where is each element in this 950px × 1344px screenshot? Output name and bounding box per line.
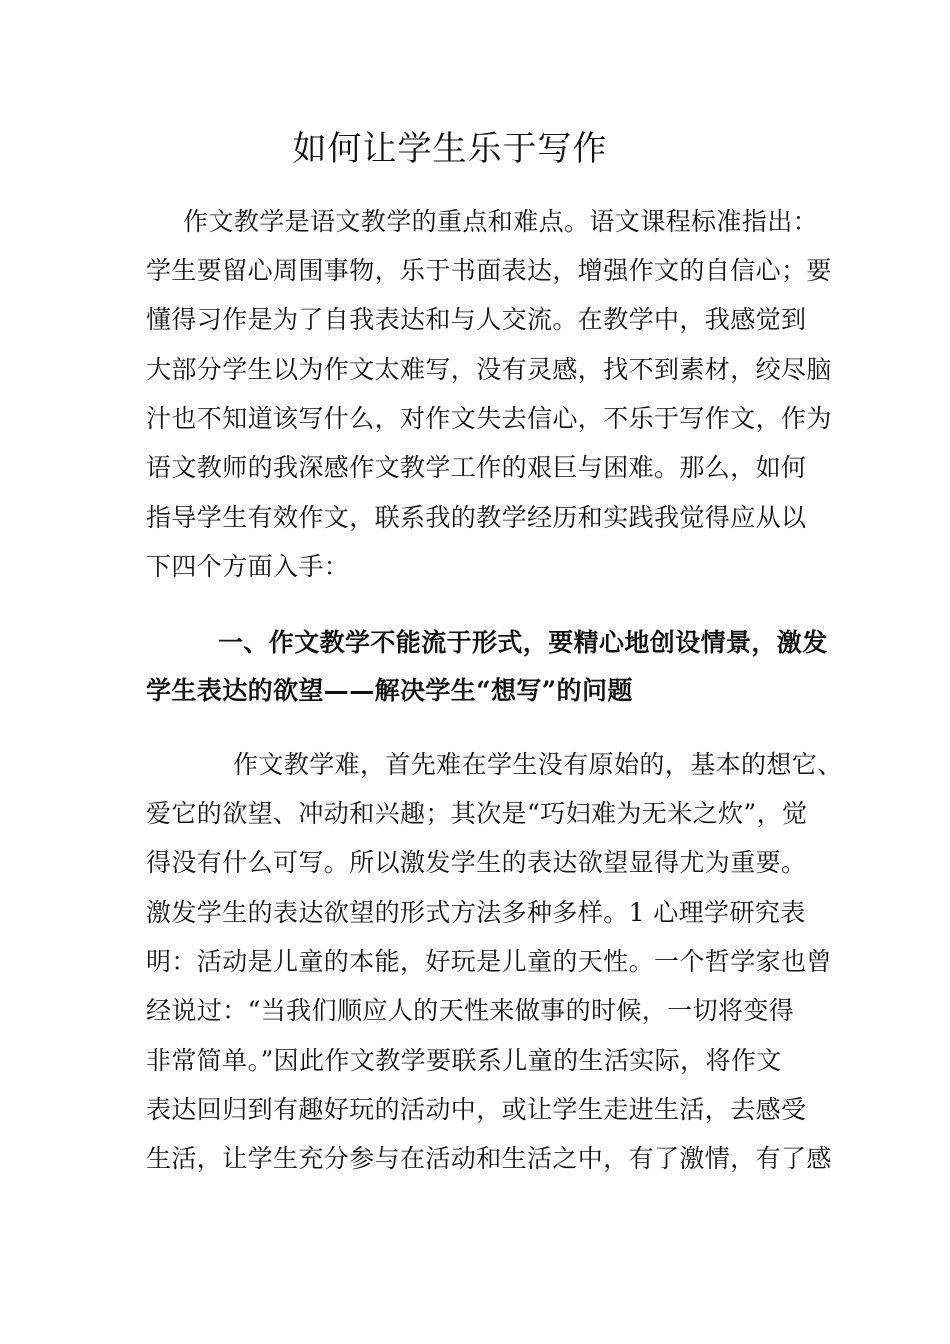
body-line: 爱它的欲望、冲动和兴趣；其次是“巧妇难为无米之炊”，觉: [146, 799, 808, 828]
body-line: 经说过：“当我们顺应人的天性来做事的时候，一切将变得: [146, 996, 795, 1025]
section-heading: 学生表达的欲望——解决学生“想写”的问题: [146, 676, 633, 705]
intro-line: 懂得习作是为了自我表达和与人交流。在教学中，我感觉到: [146, 305, 807, 334]
intro-line: 下四个方面入手：: [146, 552, 350, 581]
intro-line: 语文教师的我深感作文教学工作的艰巨与困难。那么，如何: [146, 453, 807, 482]
intro-line: 学生要留心周围事物，乐于书面表达，增强作文的自信心；要: [146, 256, 832, 285]
section-heading: 一、作文教学不能流于形式，要精心地创设情景，激发: [218, 628, 828, 657]
body-line: 得没有什么可写。所以激发学生的表达欲望显得尤为重要。: [146, 848, 807, 877]
body-line: 生活，让学生充分参与在活动和生活之中，有了激情，有了感: [146, 1144, 832, 1173]
intro-line: 大部分学生以为作文太难写，没有灵感，找不到素材，绞尽脑: [146, 355, 832, 384]
body-line: 明：活动是儿童的本能，好玩是儿童的天性。一个哲学家也曾: [146, 947, 832, 976]
intro-line: 汁也不知道该写什么，对作文失去信心，不乐于写作文，作为: [146, 404, 832, 433]
body-line: 表达回归到有趣好玩的活动中，或让学生走进生活，去感受: [146, 1095, 807, 1124]
intro-line: 作文教学是语文教学的重点和难点。语文课程标准指出：: [183, 207, 819, 236]
document-title: 如何让学生乐于写作: [292, 129, 608, 169]
body-line: 非常简单。”因此作文教学要联系儿童的生活实际，将作文: [146, 1046, 782, 1075]
body-line: 作文教学难，首先难在学生没有原始的，基本的想它、: [233, 750, 843, 779]
body-line: 激发学生的表达欲望的形式方法多种多样。1 心理学研究表: [146, 898, 806, 927]
intro-line: 指导学生有效作文，联系我的教学经历和实践我觉得应从以: [146, 503, 807, 532]
